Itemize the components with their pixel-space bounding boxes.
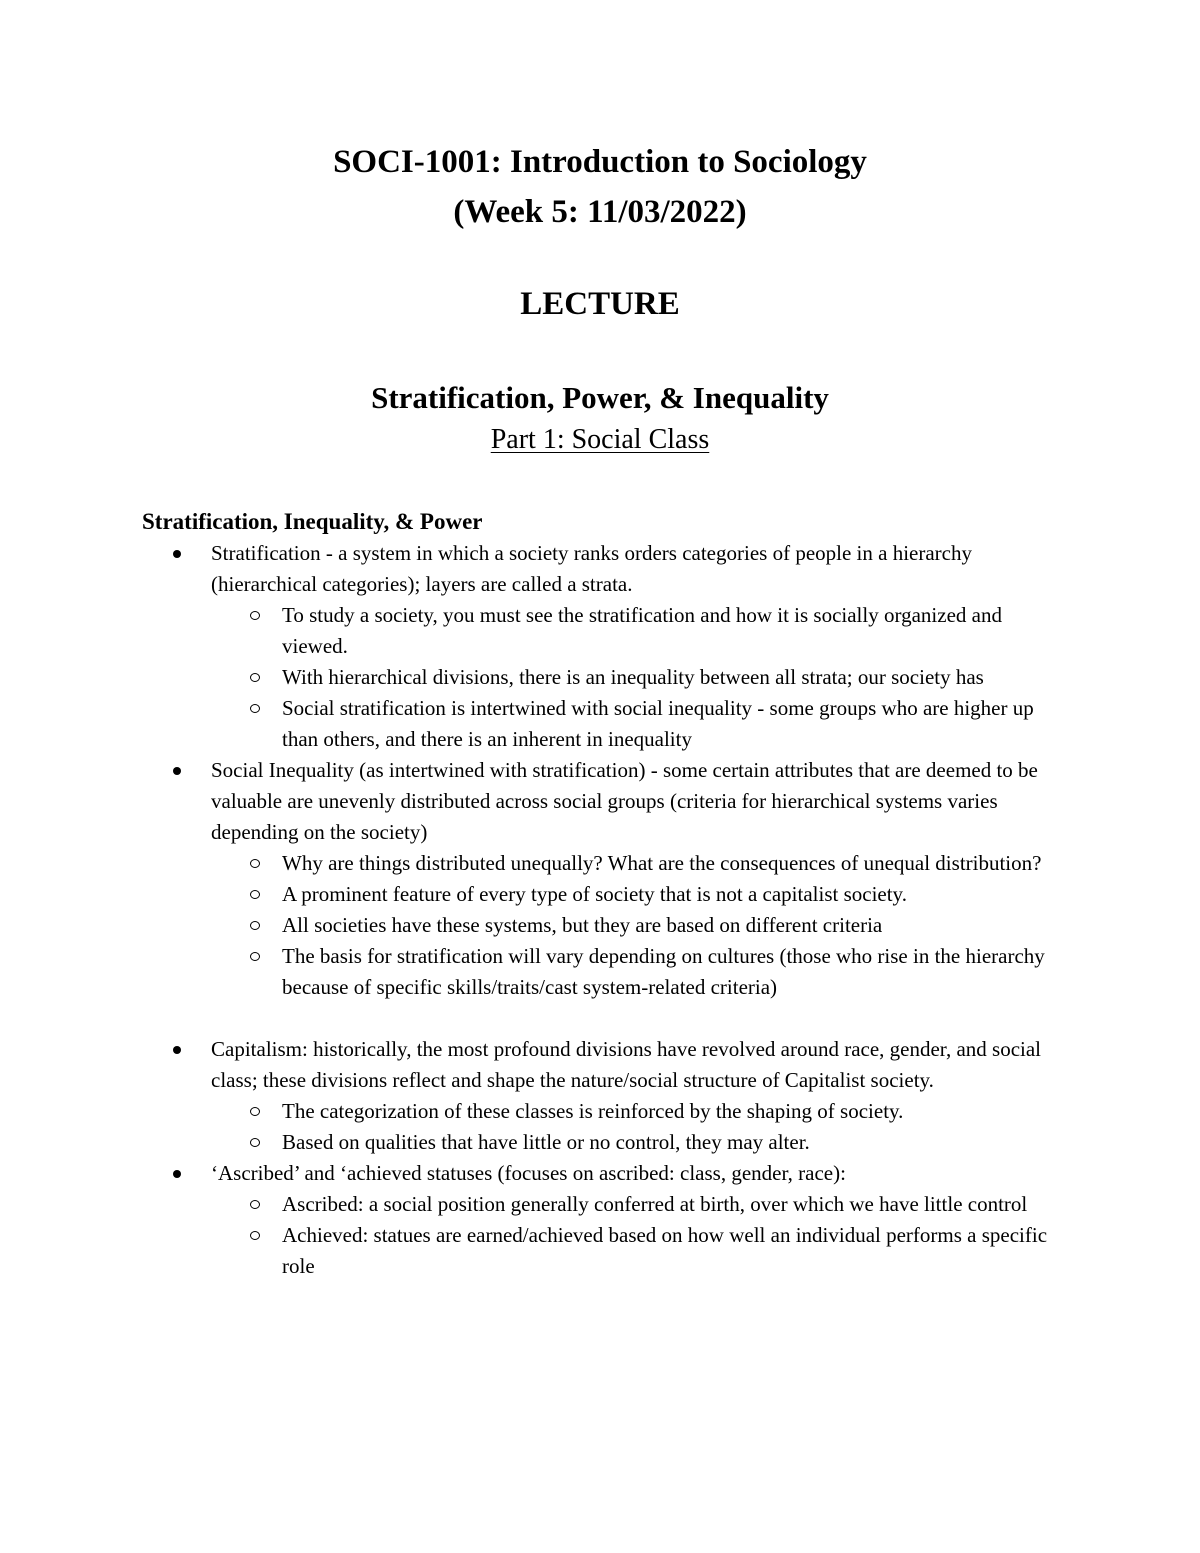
sub-list-item-text: Social stratification is intertwined with social inequality - some groups who are higher up than others, and there is an inherent in inequality: [282, 696, 1034, 751]
sub-list-item-text: The basis for stratification will vary depending on cultures (those who rise in the hierarchy because of specific skills/traits/cast system-related criteria): [282, 944, 1045, 999]
filled-bullet-icon: [173, 1046, 181, 1054]
sub-list-item-text: With hierarchical divisions, there is an inequality between all strata; our society has: [282, 665, 984, 689]
filled-bullet-icon: [173, 550, 181, 558]
blank-line: [142, 1003, 1062, 1034]
sub-list-item: [211, 1220, 1062, 1282]
hollow-bullet-icon: [250, 859, 260, 868]
sub-bullet-list: [211, 848, 1062, 1003]
filled-bullet-icon: [173, 767, 181, 775]
hollow-bullet-icon: [250, 952, 260, 961]
sub-list-item-text: The categorization of these classes is reinforced by the shaping of society.: [282, 1099, 904, 1123]
sub-list-item-text: Based on qualities that have little or no control, they may alter.: [282, 1130, 810, 1154]
part-title-text: Part 1: Social Class: [490, 424, 710, 455]
list-item-text: ‘Ascribed’ and ‘achieved statuses (focuses on ascribed: class, gender, race):: [211, 1161, 846, 1185]
lecture-label: LECTURE: [520, 286, 680, 322]
list-item: [142, 1034, 1062, 1158]
list-item: [142, 538, 1062, 755]
sub-list-item-text: Achieved: statues are earned/achieved based on how well an individual performs a specific role: [282, 1223, 1048, 1278]
hollow-bullet-icon: [250, 1231, 260, 1240]
sub-list-item: [211, 941, 1062, 1003]
list-item: [142, 1158, 1062, 1282]
sub-bullet-list: [211, 1096, 1062, 1158]
sub-list-item: [211, 848, 1062, 879]
hollow-bullet-icon: [250, 673, 260, 682]
list-item: [142, 755, 1062, 1003]
notes-content: [142, 506, 1062, 1282]
hollow-bullet-icon: [250, 704, 260, 713]
list-item-text: Social Inequality (as intertwined with stratification) - some certain attributes that are deemed to be valuable are unevenly distributed across social groups (criteria for hierarchical systems varies depending on the society): [211, 758, 1038, 844]
sub-list-item: [211, 662, 1062, 693]
part-title: [0, 422, 1200, 458]
section-heading: Stratification, Inequality, & Power: [142, 509, 483, 534]
hollow-bullet-icon: [250, 921, 260, 930]
hollow-bullet-icon: [250, 890, 260, 899]
sub-list-item: [211, 1096, 1062, 1127]
list-item-text: Capitalism: historically, the most profound divisions have revolved around race, gender, and social class; these divisions reflect and shape the nature/social structure of Capitalist society.: [211, 1037, 1042, 1092]
hollow-bullet-icon: [250, 1200, 260, 1209]
sub-list-item: [211, 1127, 1062, 1158]
course-title: SOCI-1001: Introduction to Sociology: [333, 144, 867, 180]
sub-list-item: [211, 1189, 1062, 1220]
week-date-line: (Week 5: 11/03/2022): [453, 194, 747, 230]
sub-list-item-text: Why are things distributed unequally? What are the consequences of unequal distribution?: [282, 851, 1042, 875]
list-item-text: Stratification - a system in which a society ranks orders categories of people in a hierarchy (hierarchical categories); layers are called a strata.: [211, 541, 972, 596]
hollow-bullet-icon: [250, 1138, 260, 1147]
bullet-list: [142, 538, 1062, 1003]
sub-list-item: [211, 693, 1062, 755]
sub-list-item-text: To study a society, you must see the stratification and how it is socially organized and viewed.: [282, 603, 1002, 658]
hollow-bullet-icon: [250, 1107, 260, 1116]
topic-title: Stratification, Power, & Inequality: [371, 380, 829, 415]
sub-bullet-list: [211, 600, 1062, 755]
bullet-list: [142, 1034, 1062, 1282]
sub-list-item-text: Ascribed: a social position generally conferred at birth, over which we have little control: [282, 1192, 1028, 1216]
hollow-bullet-icon: [250, 611, 260, 620]
sub-list-item: [211, 910, 1062, 941]
sub-list-item-text: All societies have these systems, but they are based on different criteria: [282, 913, 883, 937]
sub-bullet-list: [211, 1189, 1062, 1282]
filled-bullet-icon: [173, 1170, 181, 1178]
sub-list-item: [211, 600, 1062, 662]
sub-list-item-text: A prominent feature of every type of society that is not a capitalist society.: [282, 882, 907, 906]
sub-list-item: [211, 879, 1062, 910]
